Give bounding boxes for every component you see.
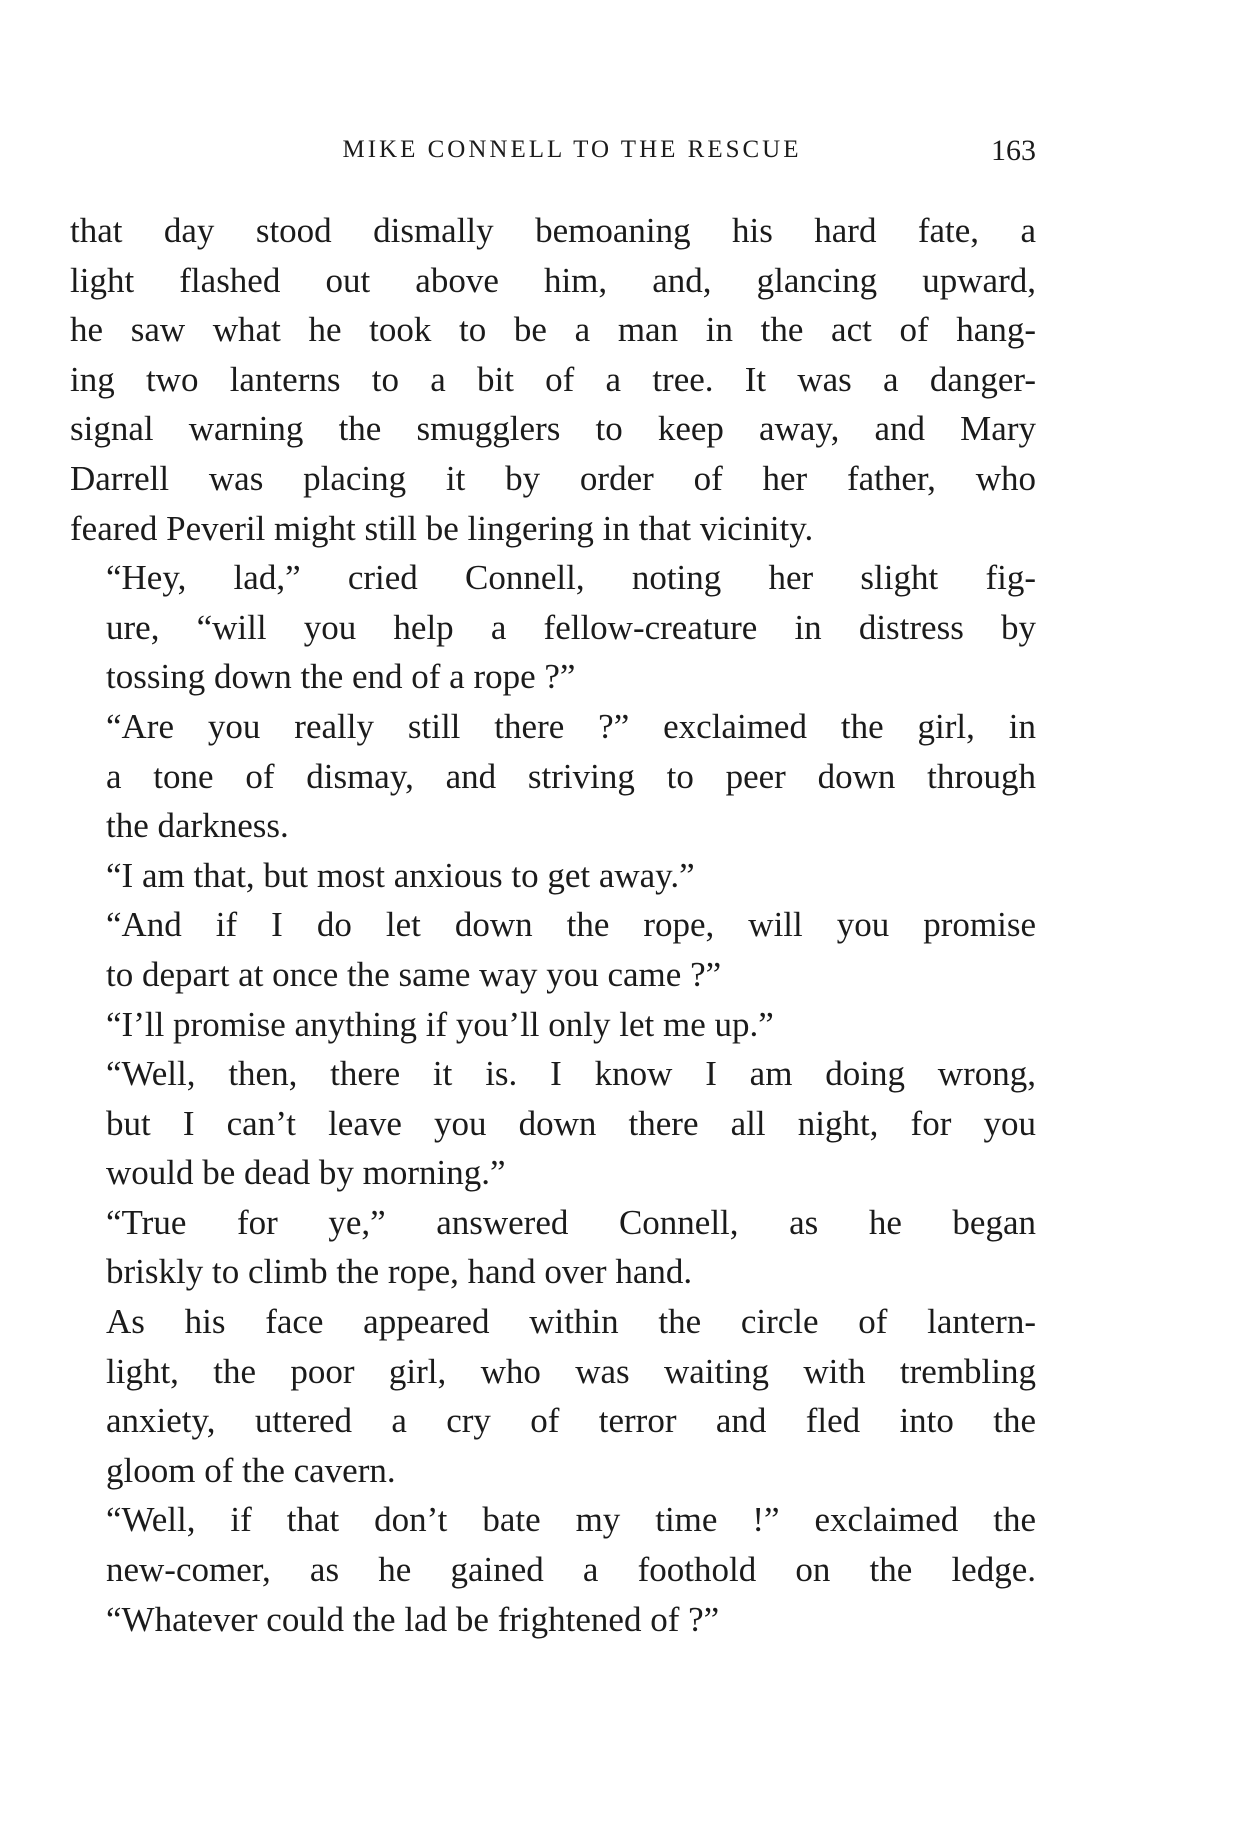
text-line: “True for ye,” answered Connell, as he began	[106, 1202, 1036, 1242]
text-line: “And if I do let down the rope, will you promise	[106, 905, 1036, 945]
text-line: to depart at once the same way you came ?”	[106, 954, 722, 994]
paragraph	[70, 900, 1036, 999]
text-line: anxiety, uttered a cry of terror and fled into the	[106, 1401, 1036, 1441]
paragraph	[70, 1297, 1036, 1495]
text-line: that day stood dismally bemoaning his hard fate, a	[70, 211, 1036, 250]
text-line: “Whatever could the lad be frightened of ?”	[106, 1599, 720, 1639]
text-line: would be dead by morning.”	[106, 1153, 506, 1193]
text-line: ing two lanterns to a bit of a tree. It was a danger-	[70, 359, 1036, 399]
paragraph	[70, 702, 1036, 851]
paragraph	[70, 1049, 1036, 1198]
paragraph	[70, 1495, 1036, 1644]
text-line: “I’ll promise anything if you’ll only let me up.”	[106, 1004, 774, 1044]
text-line: the darkness.	[106, 806, 289, 846]
text-line: light, the poor girl, who was waiting with trembling	[106, 1351, 1036, 1391]
text-line: new-comer, as he gained a foothold on the ledge.	[106, 1550, 1036, 1590]
text-line: he saw what he took to be a man in the act of hang-	[70, 310, 1036, 350]
text-line: light flashed out above him, and, glancing upward,	[70, 260, 1036, 300]
text-line: “Well, if that don’t bate my time !” exclaimed the	[106, 1500, 1036, 1540]
text-line: Darrell was placing it by order of her father, who	[70, 458, 1036, 498]
body-text	[70, 206, 1036, 1644]
paragraph	[70, 206, 1036, 553]
text-line: “Are you really still there ?” exclaimed the girl, in	[106, 706, 1036, 746]
paragraph	[70, 851, 1036, 901]
text-line: “I am that, but most anxious to get away.”	[106, 855, 695, 895]
text-line: feared Peveril might still be lingering in that vicinity.	[70, 508, 814, 548]
running-title: MIKE CONNELL TO THE RESCUE	[342, 136, 802, 163]
paragraph	[70, 1000, 1036, 1050]
text-line: gloom of the cavern.	[106, 1450, 396, 1490]
text-line: ure, “will you help a fellow-creature in distress by	[106, 607, 1036, 647]
text-line: “Well, then, there it is. I know I am doing wrong,	[106, 1054, 1036, 1094]
paragraph	[70, 1198, 1036, 1297]
text-line: briskly to climb the rope, hand over hand.	[106, 1252, 693, 1292]
running-head	[68, 136, 1036, 176]
page-number: 163	[991, 134, 1036, 167]
text-line: but I can’t leave you down there all night, for you	[106, 1103, 1036, 1143]
text-line: “Hey, lad,” cried Connell, noting her slight fig-	[106, 558, 1036, 598]
text-line: As his face appeared within the circle of lantern-	[106, 1302, 1036, 1342]
text-line: signal warning the smugglers to keep away, and Mary	[70, 409, 1036, 449]
text-line: tossing down the end of a rope ?”	[106, 657, 576, 697]
text-line: a tone of dismay, and striving to peer down through	[106, 756, 1036, 796]
paragraph	[70, 553, 1036, 702]
